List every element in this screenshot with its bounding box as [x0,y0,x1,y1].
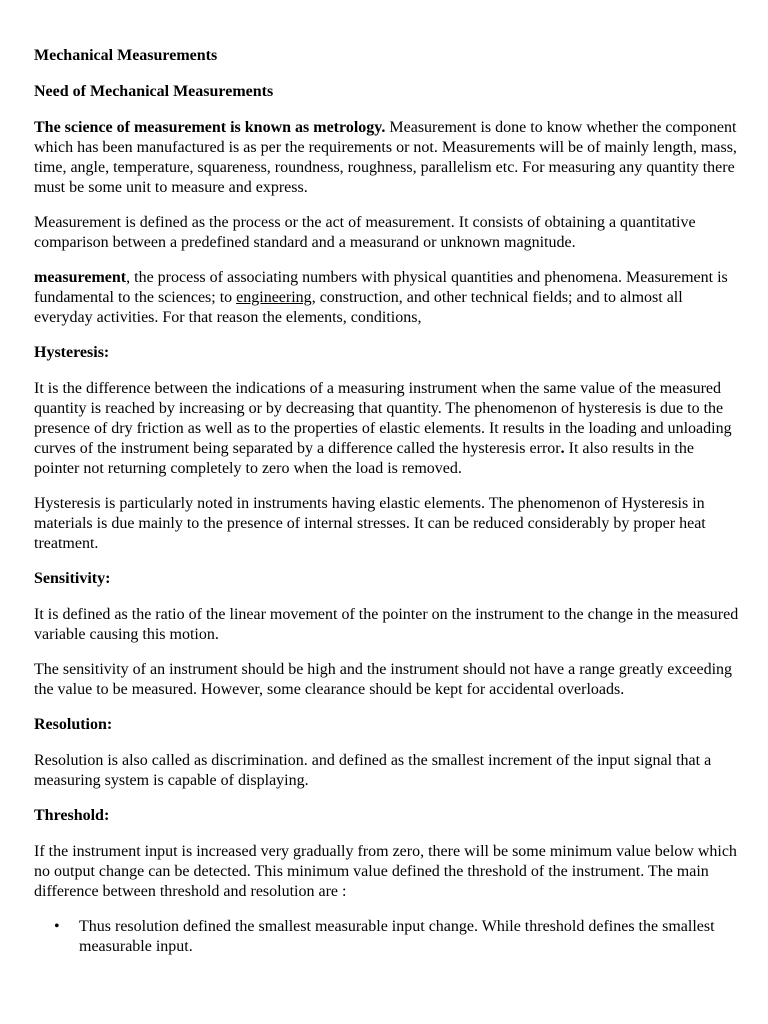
document-title: Mechanical Measurements [34,47,218,64]
measurement-text-1: , the process of associating numbers with physical quantities and phenomena. Measurement is fundamental to the sciences; to [34,269,728,306]
hysteresis-bold-period: . [560,440,565,457]
section-heading-hysteresis: Hysteresis: [34,344,110,361]
section-heading-threshold: Threshold: [34,807,110,824]
hysteresis-paragraph-2: Hysteresis is particularly noted in instruments having elastic elements. The phenomenon of Hysteresis in materials is due mainly to the presence of internal stresses. It can be reduced considerably by proper heat treatment. [34,495,706,552]
hysteresis-text: It is the difference between the indications of a measuring instrument when the same value of the measured quantity is reached by increasing or by decreasing that quantity. The phenomenon of hysteresis is due to the presence of dry friction as well as to the properties of elastic elements. It results in the loading and unloading curves of the instrument being separated by a difference called the hysteresis error [34,380,732,457]
measurement-term: measurement [34,269,127,286]
threshold-paragraph: If the instrument input is increased very gradually from zero, there will be some minimum value below which no output change can be detected. This minimum value defined the threshold of the instrument. The main difference between threshold and resolution are : [34,843,737,900]
section-heading-resolution: Resolution: [34,716,113,733]
threshold-list [34,917,740,957]
section-heading-need: Need of Mechanical Measurements [34,83,274,100]
sensitivity-paragraph-2: The sensitivity of an instrument should be high and the instrument should not have a range greatly exceeding the value to be measured. However, some clearance should be kept for accidental overloads. [34,661,733,698]
intro-bold-sentence: The science of measurement is known as metrology. [34,119,386,136]
section-heading-sensitivity: Sensitivity: [34,570,111,587]
measurement-paragraph [34,268,740,328]
resolution-paragraph: Resolution is also called as discrimination. and defined as the smallest increment of the input signal that a measuring system is capable of displaying. [34,752,712,789]
engineering-link[interactable]: engineering [236,289,312,306]
sensitivity-paragraph-1: It is defined as the ratio of the linear movement of the pointer on the instrument to the change in the measured variable causing this motion. [34,606,739,643]
hysteresis-tail: It also results in the pointer not returning completely to zero when the load is removed. [34,440,694,477]
intro-paragraph [34,118,740,198]
list-item [54,917,740,957]
measurement-text-2: , construction, and other technical fields; and to almost all everyday activities. For that reason the elements, conditions, [34,289,683,326]
definition-paragraph: Measurement is defined as the process or the act of measurement. It consists of obtaining a quantitative comparison between a predefined standard and a measurand or unknown magnitude. [34,214,696,251]
hysteresis-paragraph-1 [34,379,740,479]
bullet-icon: • [54,918,60,935]
list-item-text: Thus resolution defined the smallest measurable input change. While threshold defines the smallest measurable input. [79,918,715,955]
intro-text: Measurement is done to know whether the component which has been manufactured is as per the requirements or not. Measurements will be of mainly length, mass, time, angle, temperature, squareness, roundness, roughness, parallelism etc. For measuring any quantity there must be some unit to measure and express. [34,119,737,196]
